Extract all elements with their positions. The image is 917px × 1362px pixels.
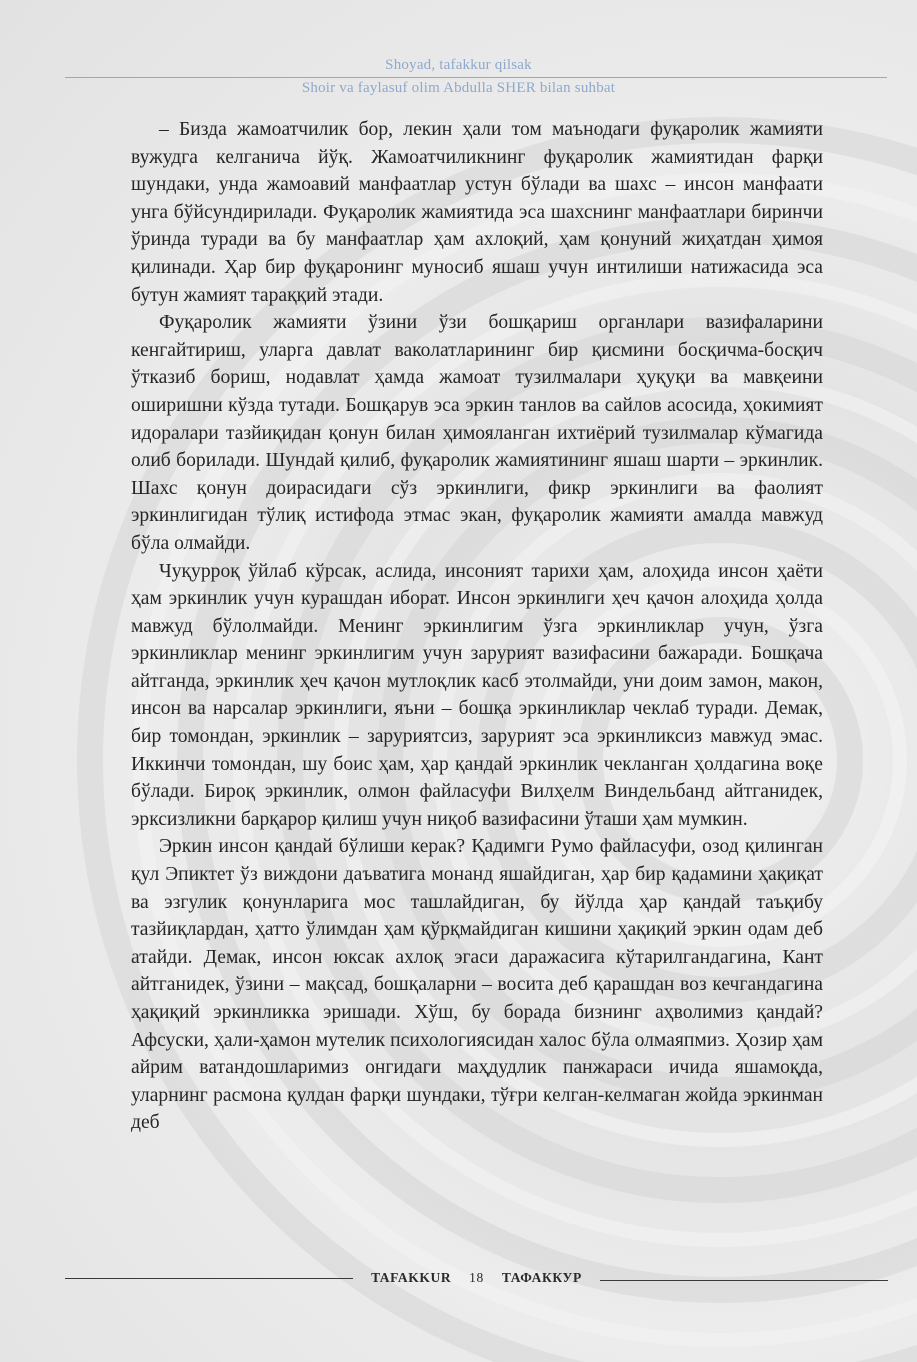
page-number: 18 [469,1270,484,1285]
header-article-subtitle: Shoir va faylasuf olim Abdulla SHER bilan suhbat [301,80,616,96]
paragraph: Эркин инсон қандай бўлиши керак? Қадимги Румо файласуфи, озод қилинган қул Эпиктет ўз виждони даъватига монанд яшайдиган, ҳар бир қадамини ҳақиқат ва эзгулик қонунларига мос ташлайдиган, бу йўлда ҳар қандай таъқибу тазйиқлардан, ҳатто ўлимдан ҳам қўрқмайдиган кишини ҳақиқий эркин одам деб атайди. Демак, инсон юксак ахлоқ эгаси даражасига кўтарилгандагина, Кант айтганидек, ўзини – мақсад, бошқаларни – восита деб қарашдан воз кечгандагина ҳақиқий эркинликка эришади. Хўш, бу борада бизнинг аҳволимиз қандай? Афсуски, ҳали-ҳамон мутелик психологиясидан халос бўла олмаяпмиз. Ҳозир ҳам айрим ватандошларимиз онгидаги маҳдудлик панжараси ичида яшамоқда, уларнинг расмона қулдан фарқи шундаки, тўғри келган-келмаган жойда эркинман деб [131,836,823,1134]
paragraph: – Бизда жамоатчилик бор, лекин ҳали том маънодаги фуқаролик жамияти вужудга келганича йўқ. Жамоатчиликнинг фуқаролик жамиятидан фарқи шундаки, унда жамоавий манфаатлар устун бўлади ва шахс – инсон манфаати унга бўйсундирилади. Фуқаролик жамиятида эса шахснинг манфаатлари биринчи ўринда туради ва бу манфаатлар ҳам ахлоқий, ҳам қонуний жиҳатдан ҳимоя қилинади. Ҳар бир фуқаронинг муносиб яшаш учун интилиши натижасида эса бутун жамият тараққий этади. [131,119,823,306]
footer-latin-title: TAFAKKUR [371,1270,452,1285]
footer-cyrillic-title: ТАФАККУР [501,1270,582,1285]
paragraph: Фуқаролик жамияти ўзини ўзи бошқариш органлари вазифаларини кенгайтириш, уларга давлат ваколатларининг бир қисмини босқичма-босқич ўтказиб бориш, нодавлат ҳамда жамоат тузилмалари ҳуқуқи ва мавқеини оширишни кўзда тутади. Бошқарув эса эркин танлов ва сайлов асосида, ҳокимият идоралари тазйиқидан қонун билан ҳимояланган ихтиёрий тузилмалар кўмагида олиб борилади. Шундай қилиб, фуқаролик жамиятининг яшаш шарти – эркинлик. Шахс қонун доирасидаги сўз эркинлиги, фикр эркинлиги ва фаолият эркинлигидан тўлиқ истифода этмас экан, фуқаролик жамияти амалда мавжуд бўла олмайди. [131,312,823,554]
article-body [131,116,823,1137]
paragraph: Чуқурроқ ўйлаб кўрсак, аслида, инсоният тарихи ҳам, алоҳида инсон ҳаёти ҳам эркинлик учун курашдан иборат. Инсон эркинлиги ҳеч қачон алоҳида ҳолда мавжуд бўлолмайди. Менинг эркинлигим ўзга эркинликлар учун, ўзга эркинликлар менинг эркинлигим учун зарурият вазифасини бажаради. Бошқача айтганда, эркинлик ҳеч қачон мутлоқлик касб этолмайди, уни доим замон, макон, инсон ва нарсалар эркинлиги, яъни – бошқа эркинликлар чеклаб туради. Демак, бир томондан, эркинлик – заруриятсиз, зарурият эса эркинликсиз мавжуд эмас. Иккинчи томондан, шу боис ҳам, ҳар қандай эркинлик чекланган ҳолдагина воқе бўлади. Бироқ эркинлик, олмон файласуфи Вилҳелм Виндельбанд айтганидек, эрксизликни барқарор қилиш учун ниқоб вазифасини ўташи ҳам мумкин. [131,560,823,830]
header-divider [65,77,887,78]
footer-divider-left [65,1278,353,1279]
footer-divider-right [600,1280,888,1281]
page-footer [353,1270,600,1286]
header-magazine-title: Shoyad, tafakkur qilsak [385,57,532,73]
